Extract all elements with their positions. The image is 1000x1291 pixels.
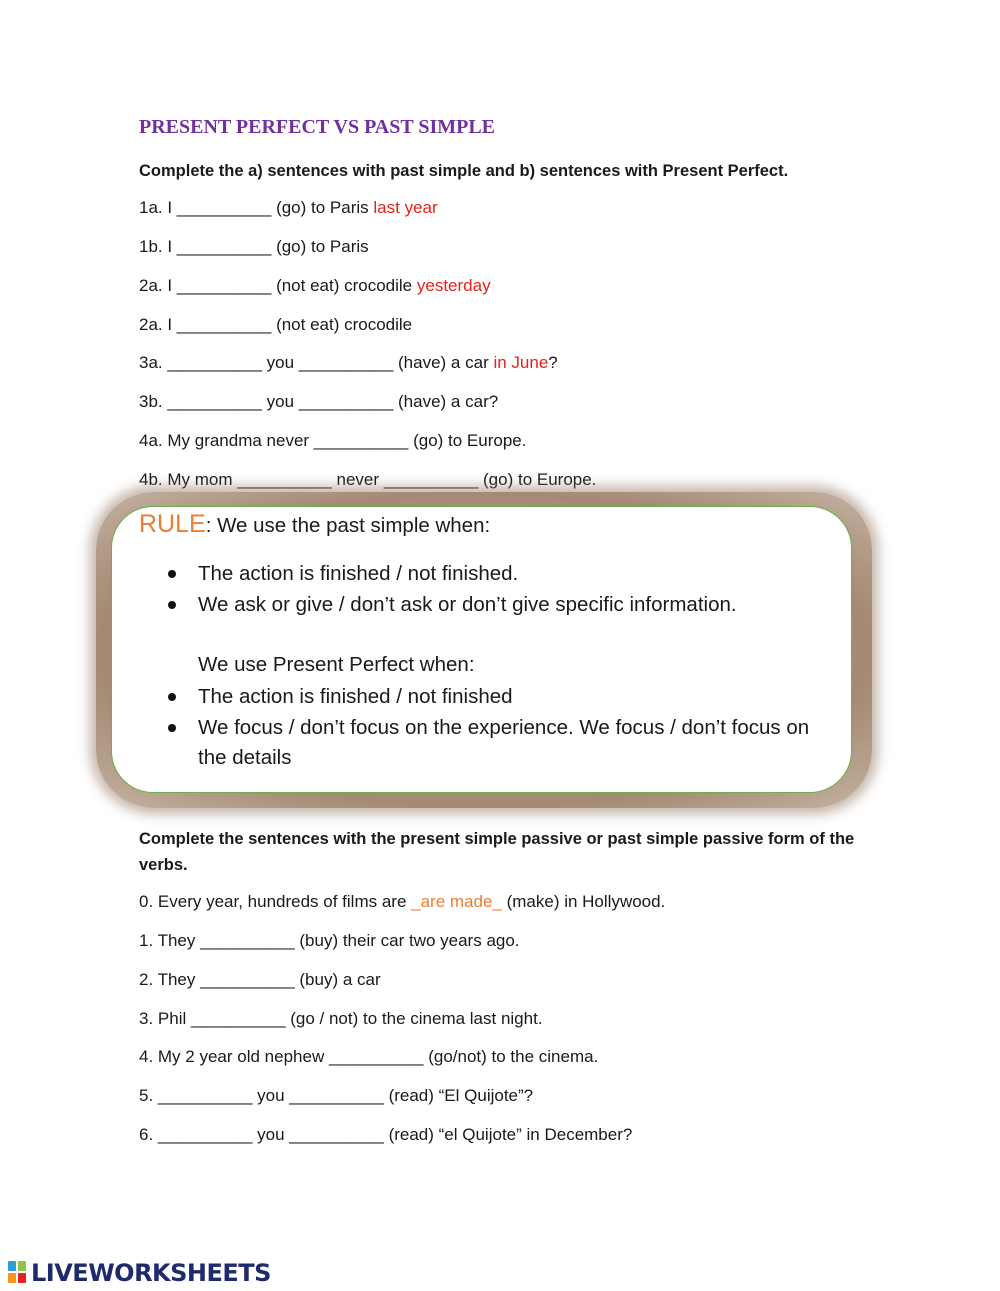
sentence-3a: 3a. __________ you __________ (have) a car in June? — [139, 353, 558, 372]
bullet-dot — [168, 570, 176, 578]
section2-instruction: Complete the sentences with the present simple passive or past simple passive form of the verbs. — [139, 830, 855, 874]
sentence-2a-second: 2a. I __________ (not eat) crocodile — [139, 315, 413, 334]
sentence-3b: 3b. __________ you __________ (have) a car? — [139, 392, 499, 411]
sentence-4a: 4a. My grandma never __________ (go) to Europe. — [139, 431, 527, 450]
sentence-2a: 2a. I __________ (not eat) crocodile yesterday — [139, 276, 491, 295]
passive-sentence-6: 6. __________ you __________ (read) “el Quijote” in December? — [139, 1125, 633, 1144]
page-title: PRESENT PERFECT VS PAST SIMPLE — [139, 116, 496, 138]
rule-pp-bullet-2: We focus / don’t focus on the experience. We focus / don’t focus on the details — [198, 716, 810, 769]
liveworksheets-logo-icon — [8, 1261, 28, 1285]
passive-sentence-4: 4. My 2 year old nephew __________ (go/not) to the cinema. — [139, 1047, 599, 1066]
bullet-dot — [168, 693, 176, 701]
bullet-dot — [168, 724, 176, 732]
rule-heading: RULE: We use the past simple when: — [139, 510, 491, 538]
passive-sentence-5: 5. __________ you __________ (read) “El Quijote”? — [139, 1086, 534, 1105]
example-sentence: 0. Every year, hundreds of films are _are made_ (make) in Hollywood. — [139, 892, 666, 911]
logo-text: LIVEWORKSHEETS — [31, 1259, 271, 1287]
rule-present-perfect-heading: We use Present Perfect when: — [198, 653, 475, 676]
section1-instruction: Complete the a) sentences with past simple and b) sentences with Present Perfect. — [139, 162, 789, 180]
rule-past-bullet-2: We ask or give / don’t ask or don’t give specific information. — [198, 593, 737, 616]
liveworksheets-logo[interactable] — [8, 1258, 271, 1288]
passive-sentence-2: 2. They __________ (buy) a car — [139, 970, 381, 989]
example-answer: _are made_ — [411, 892, 502, 911]
sentence-4b: 4b. My mom __________ never __________ (go) to Europe. — [139, 470, 597, 489]
passive-sentence-3: 3. Phil __________ (go / not) to the cinema last night. — [139, 1009, 543, 1028]
sentence-1b: 1b. I __________ (go) to Paris — [139, 237, 369, 256]
passive-sentence-1: 1. They __________ (buy) their car two years ago. — [139, 931, 520, 950]
sentence-1a: 1a. I __________ (go) to Paris last year — [139, 198, 438, 217]
rule-pp-bullet-1: The action is finished / not finished — [198, 685, 513, 708]
rule-past-bullet-1: The action is finished / not finished. — [198, 562, 519, 585]
bullet-dot — [168, 601, 176, 609]
